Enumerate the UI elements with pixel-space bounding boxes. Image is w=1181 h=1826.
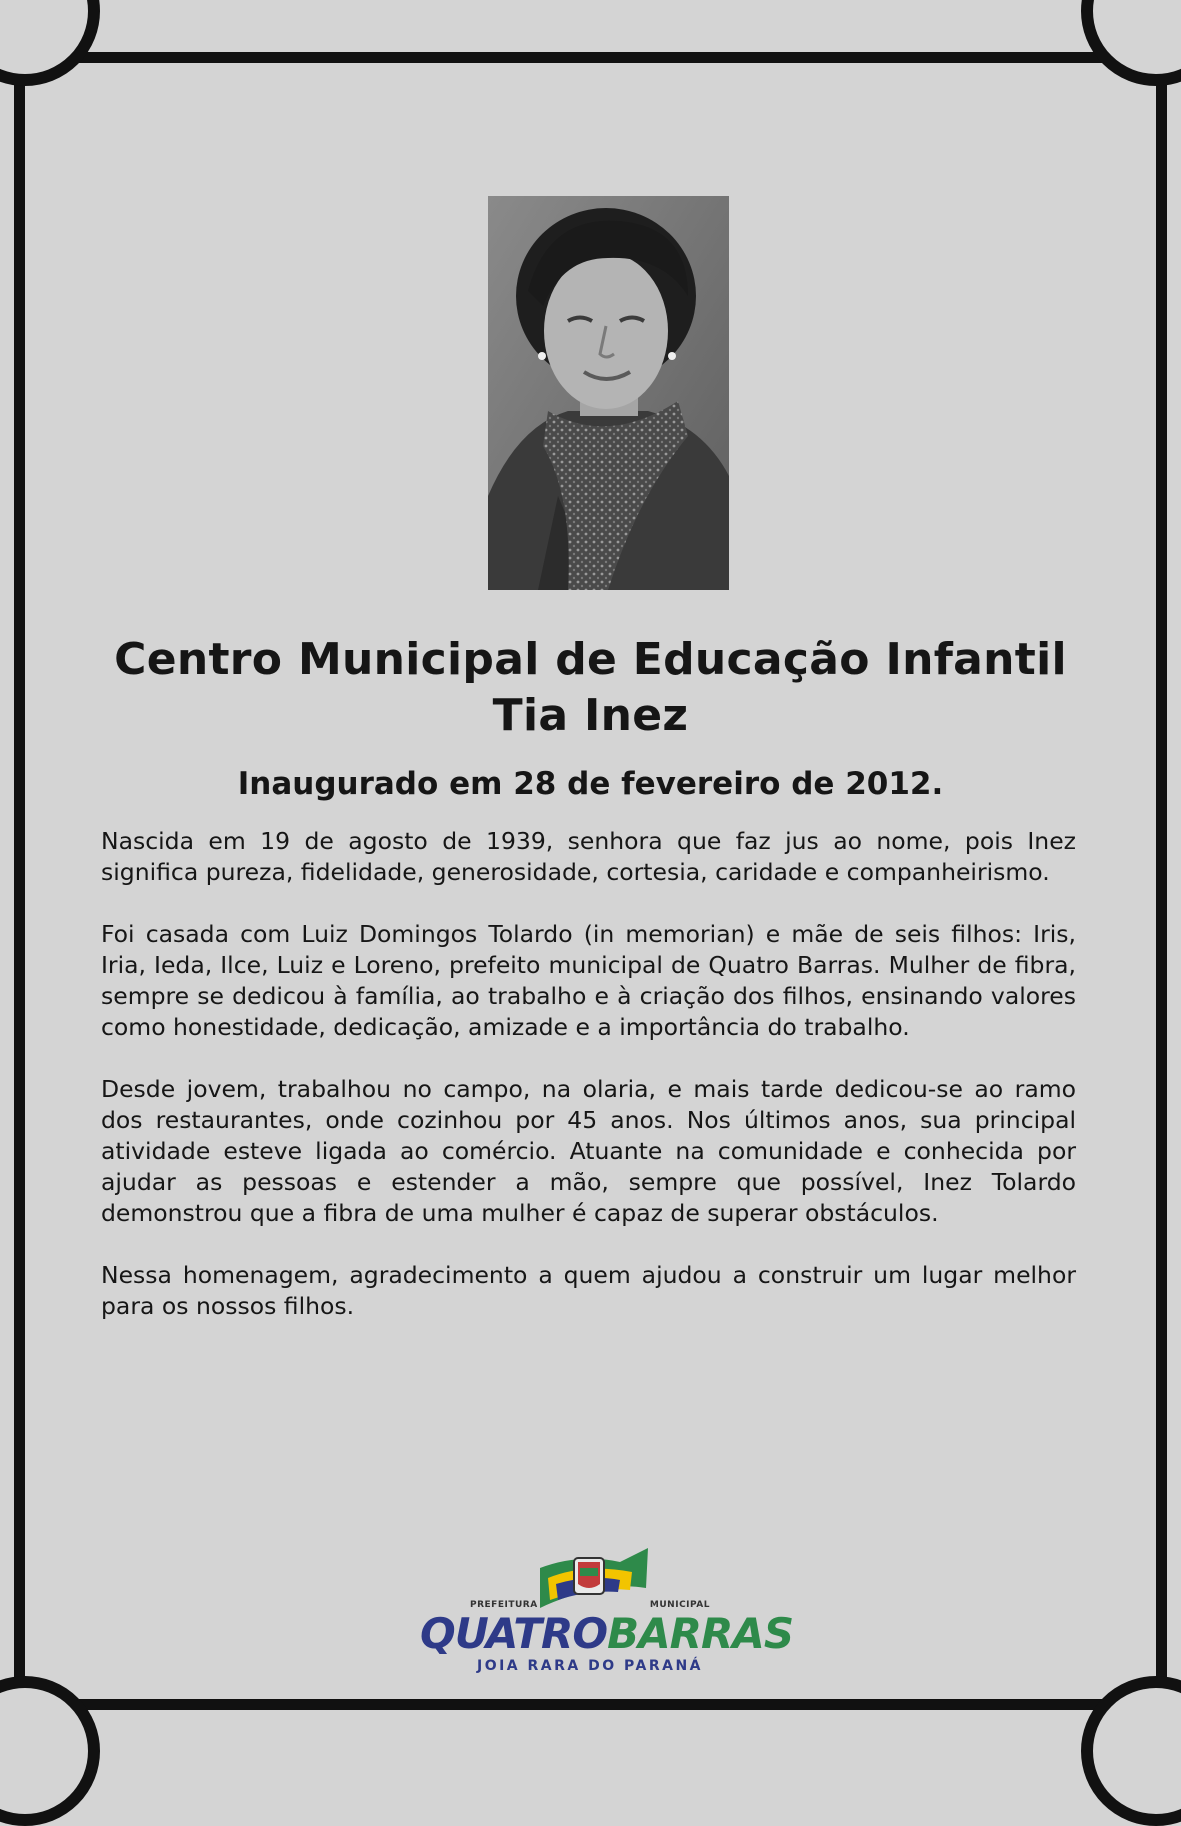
logo-name-part-1: QUATRO (420, 1609, 608, 1658)
bio-paragraph-2: Foi casada com Luiz Domingos Tolardo (in memorian) e mãe de seis filhos: Iris, Iria, Ieda, Ilce, Luiz e Loreno, prefeito municipal de Quatro Barras. Mulher de fibra, sempre se dedicou à família, ao trabalho e à criação dos filhos, ensinando valores como honestidade, dedicação, amizade e a importância do trabalho. (101, 920, 1076, 1041)
frame-bottom-line (0, 1699, 1181, 1710)
title-line-1: Centro Municipal de Educação Infantil (114, 634, 1067, 685)
bio-paragraph-1: Nascida em 19 de agosto de 1939, senhora que faz jus ao nome, pois Inez significa pureza, fidelidade, generosidade, cortesia, caridade e companheirismo. (101, 827, 1076, 886)
frame-right-line (1156, 0, 1167, 1772)
corner-circle-top-right (1081, 0, 1181, 86)
logo-tagline: JOIA RARA DO PARANÁ (476, 1658, 703, 1674)
title-line-2: Tia Inez (492, 690, 689, 741)
bio-paragraph-3: Desde jovem, trabalhou no campo, na olaria, e mais tarde dedicou-se ao ramo dos restaurantes, onde cozinhou por 45 anos. Nos últimos anos, sua principal atividade esteve ligada ao comércio. Atuante na comunidade e conhecida por ajudar as pessoas e estender a mão, sempre que possível, Inez Tolardo demonstrou que a fibra de uma mulher é capaz de superar obstáculos. (101, 1075, 1076, 1227)
inauguration-date: Inaugurado em 28 de fevereiro de 2012. (237, 766, 944, 802)
bio-paragraph-4: Nessa homenagem, agradecimento a quem ajudou a construir um lugar melhor para os nossos filhos. (101, 1261, 1076, 1320)
page-title (40, 632, 1141, 744)
flag-emblem-icon (420, 1548, 760, 1608)
logo-prefix-right: MUNICIPAL (649, 1600, 710, 1610)
municipal-logo (420, 1548, 794, 1688)
logo-city-name (420, 1609, 794, 1658)
logo-prefix-left: PREFEITURA (470, 1600, 538, 1610)
logo-name-part-2: BARRAS (607, 1609, 794, 1658)
frame-left-line (14, 0, 25, 1772)
portrait-photo (488, 196, 729, 590)
biography (101, 826, 1076, 1353)
corner-circle-top-left (0, 0, 100, 86)
frame-top-line (0, 52, 1181, 63)
